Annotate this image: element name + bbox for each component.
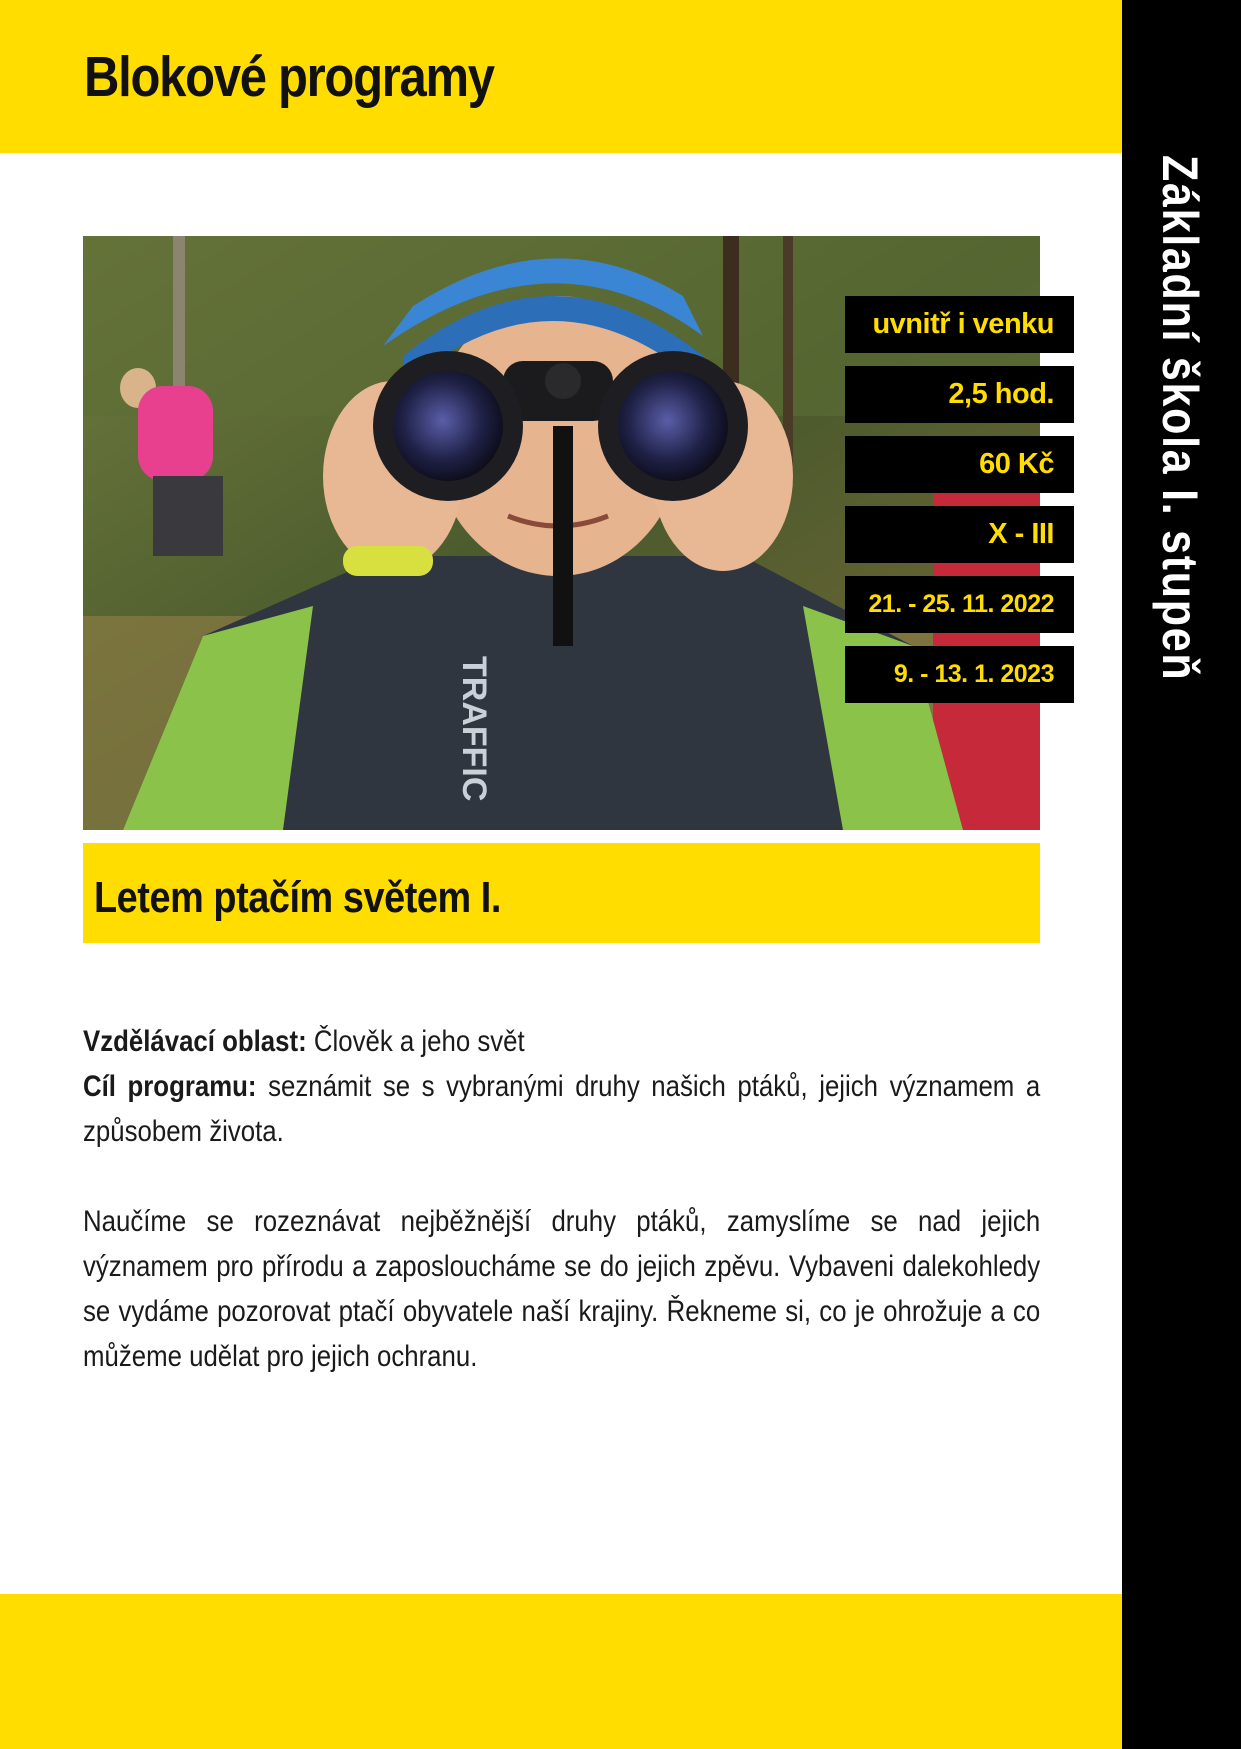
description-text: Naučíme se rozeznávat nejběžnější druhy ptáků, zamyslíme se nad jejich významem pro přírodu a zaposloucháme se do jejich zpěvu. Vybaveni dalekohledy se vydáme pozorovat ptačí obyvatele naší krajiny. Řekneme si, co je ohrožuje a co můžeme udělat pro jejich ochranu. bbox=[83, 1205, 1041, 1373]
tag-price: 60 Kč bbox=[845, 436, 1074, 493]
footer-band bbox=[0, 1594, 1122, 1749]
jacket-text: TRAFFIC bbox=[455, 656, 493, 802]
goal-line bbox=[83, 1064, 1040, 1154]
tag-location: uvnitř i venku bbox=[845, 296, 1074, 353]
program-tags bbox=[845, 296, 1074, 716]
program-title: Letem ptačím světem I. bbox=[94, 873, 501, 922]
area-label: Vzdělávací oblast: bbox=[83, 1025, 307, 1058]
program-description bbox=[83, 1199, 1040, 1379]
goal-label: Cíl programu: bbox=[83, 1070, 257, 1103]
goal-value: seznámit se s vybranými druhy našich ptáků, jejich významem a způsobem života. bbox=[83, 1070, 1041, 1148]
page-title: Blokové programy bbox=[84, 45, 494, 109]
area-line bbox=[83, 1019, 1040, 1064]
side-label: Základní škola I. stupeň bbox=[1152, 155, 1208, 682]
tag-months: X - III bbox=[845, 506, 1074, 563]
area-value: Člověk a jeho svět bbox=[313, 1025, 525, 1058]
tag-date-1: 21. - 25. 11. 2022 bbox=[845, 576, 1074, 633]
tag-date-2: 9. - 13. 1. 2023 bbox=[845, 646, 1074, 703]
program-info bbox=[83, 1019, 1040, 1154]
program-title-band bbox=[83, 843, 1040, 943]
tag-duration: 2,5 hod. bbox=[845, 366, 1074, 423]
